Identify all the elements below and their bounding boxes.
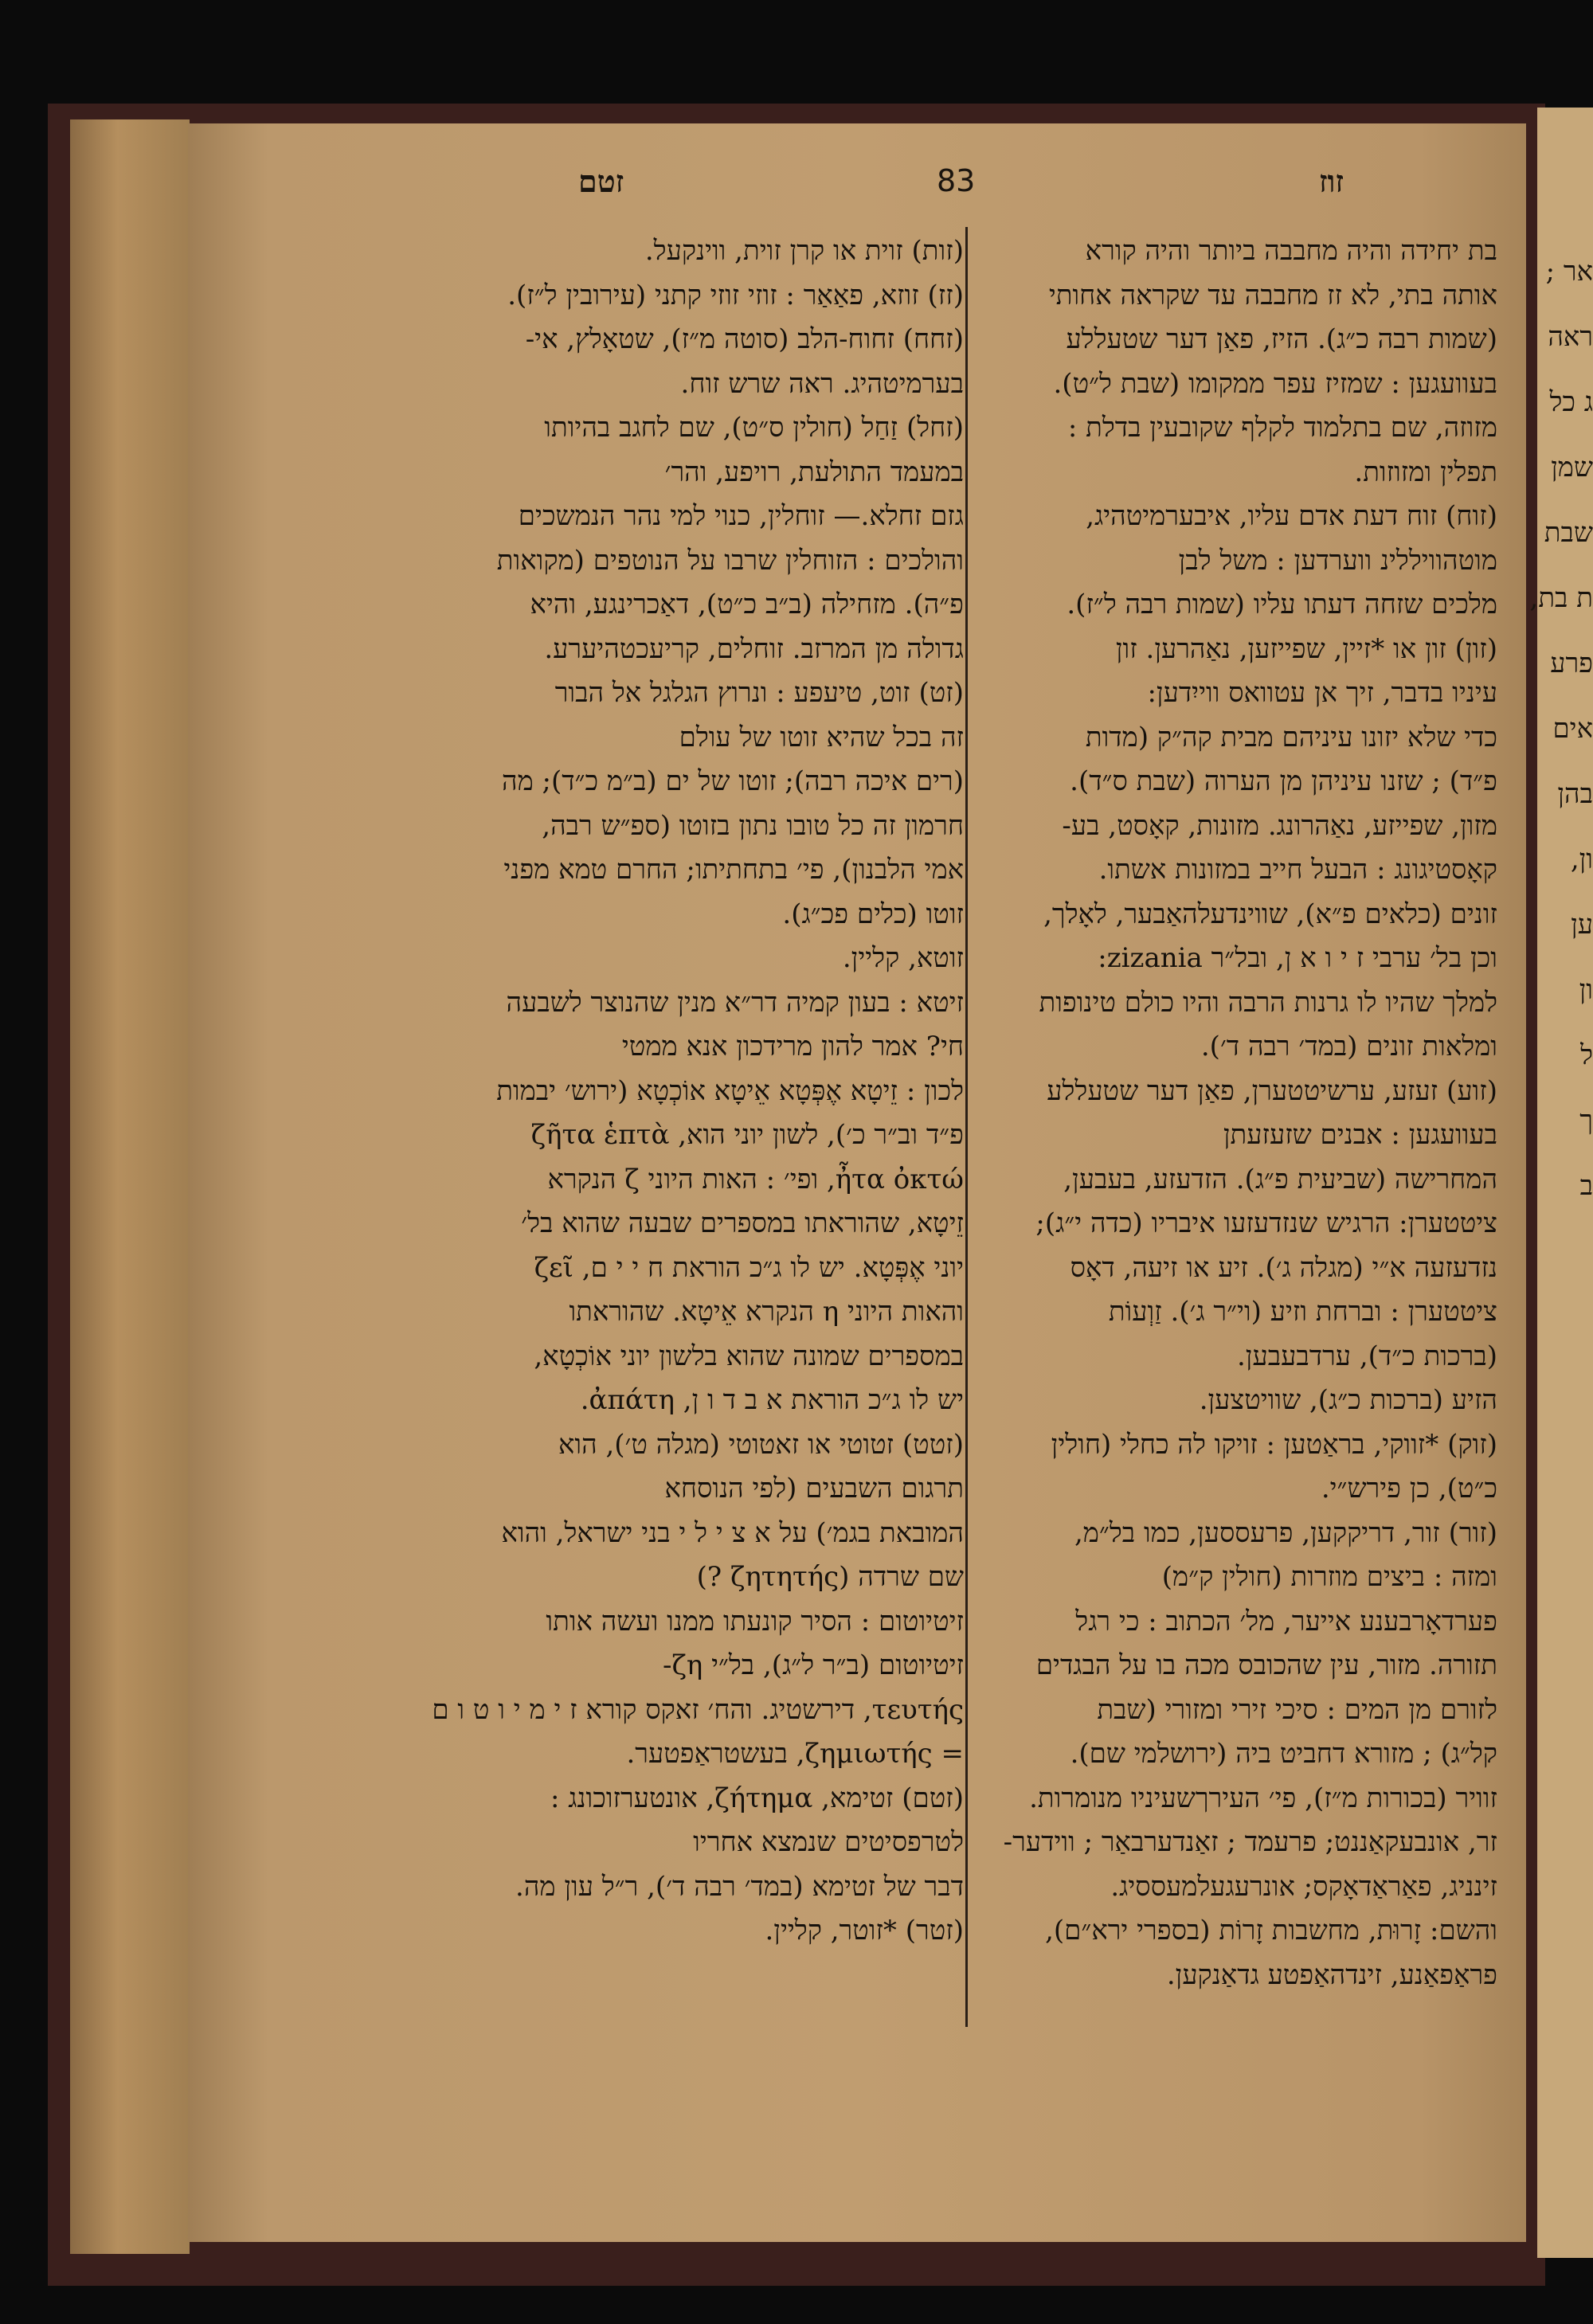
text-line: הזיע (ברכות כ״ג), שוויטצען.	[1199, 1384, 1497, 1416]
header-right-word: זוז	[1319, 163, 1344, 199]
text-line: (זטט) זטוטי או זאטוטי (מגלה ט׳), הוא	[558, 1428, 964, 1461]
text-line: לטרפסיטים שנמצא אחריו	[693, 1826, 964, 1858]
text-line: ומזה : ביצים מוזרות (חולין ק״מ)	[1161, 1561, 1497, 1593]
text-line: פ״ד) ; שזנו עיניהן מן הערוה (שבת ס״ד).	[1070, 765, 1497, 797]
adjacent-text-fragment: בהן	[1557, 778, 1593, 810]
text-line: זיטיוטום (ב״ר ל״ג), בל״י ζη-	[662, 1649, 964, 1681]
right-column	[972, 229, 1497, 1997]
text-line: תזורה. מזור, עין שהכובס מכה בו על הבגדים	[1035, 1649, 1497, 1681]
adjacent-text-fragment: ת בת,	[1529, 582, 1593, 614]
text-line: קאָסטיגונג : הבעל חייב במזונות אשתו.	[1098, 854, 1497, 886]
text-line: תרגום השבעים (לפי הנוסחא	[664, 1473, 964, 1504]
text-line: שם שרדה (ζητητής ?)	[696, 1561, 964, 1593]
text-line: אמי הלבנון), פי׳ בתחתיתו; החרם טמא מפני	[503, 854, 964, 886]
text-line: (זוח) זוח דעת אדם עליו, איבערמיטהיג,	[1086, 500, 1497, 532]
text-line: חרמון זה כל טובו נתון בזוטו (ספ״ש רבה,	[542, 809, 964, 842]
text-line: פ״ה). מזחילה (ב״ב כ״ט), דאַכרינגע, והיא	[530, 589, 964, 620]
page-number: 83	[937, 163, 976, 198]
text-line: זר, אונבעקאַננט; פרעמד ; זאַנדערבאַר ; ווידער-	[1003, 1826, 1497, 1858]
text-line: (ברכות כ״ד), ערדבעבען.	[1236, 1340, 1497, 1372]
text-line: (זטר) *זוטר, קליין.	[765, 1915, 964, 1946]
text-line: זונים (כלאים פ״א), שווינדעלהאַבער, לאָלך,	[1043, 898, 1497, 930]
left-column	[387, 229, 964, 1954]
text-line: זוטו (כלים פכ״ג).	[782, 898, 964, 930]
text-line: גזם זחלא.— זוחלין, כנוי למי נהר הנמשכים	[518, 500, 964, 532]
text-line: המובאת בגמ׳) על א צ י ל י בני ישראל, והוא	[501, 1516, 964, 1549]
text-line: (זור) זור, דריקקען, פרעססען, כמו בל״מ,	[1074, 1516, 1497, 1549]
text-line: זיטיוטום : הסיר קונעתו ממנו ועשה אותו	[546, 1605, 964, 1637]
text-line: (שמות רבה כ״ג). הזיז, פאַן דער שטעללע	[1066, 323, 1497, 355]
text-line: מלכים שזחה דעתו עליו (שמות רבה ל״ז).	[1067, 589, 1497, 620]
text-line: אותה בתי, לא זז מחבבה עד שקראה אחותי	[1048, 279, 1497, 311]
text-line: (זז) זוזא, פאַאַר : זוזי זוזי קתני (עירובין ל״ז).	[507, 279, 964, 311]
text-line: ומלאות זונים (במד׳ רבה ד׳).	[1200, 1031, 1497, 1062]
adjacent-text-fragment: פרע	[1550, 648, 1593, 679]
page-header	[188, 163, 1526, 211]
text-line: קל״ג) ; מזורא דחביט ביה (ירושלמי שם).	[1070, 1738, 1497, 1770]
text-line: (זות) זוית או קרן זוית, ווינקעל.	[644, 235, 964, 267]
text-line: לזורם מן המים : סיכי זירי ומזורי (שבת	[1097, 1693, 1497, 1726]
page-edges	[70, 119, 190, 2254]
adjacent-text-fragment: ג כל	[1549, 386, 1593, 418]
adjacent-text-fragment: ב	[1579, 1170, 1593, 1202]
text-line: = ζημιωτής, בעשטראַפטער.	[626, 1738, 964, 1770]
header-left-word: זטם	[578, 163, 624, 199]
text-line: והולכים : הזוחלין שרבו על הנוטפים (מקואות	[496, 544, 964, 577]
text-line: זיטא : בעון קמיה דר״א מנין שהנוצר לשבעה	[506, 986, 964, 1019]
text-line: חי? אמר להון מרידכון אנא ממטי	[621, 1031, 964, 1062]
text-line: יש לו ג״כ הוראת א ב ד ו ן, ἀπάτη.	[580, 1384, 964, 1416]
text-line: זינניג, פאַראַדאָקס; אונרעגעלמעססיג.	[1110, 1870, 1497, 1903]
text-line: מזון, שפייזע, נאַהרונג. מזונות, קאָסט, בע-	[1062, 809, 1497, 842]
text-line: בעוועגען : שמזיז עפר ממקומו (שבת ל״ט).	[1053, 367, 1497, 400]
text-line: (רים איכה רבה); זוטו של ים (ב״מ כ״ד); מה	[502, 765, 964, 797]
text-line: נזדעזעה א״י (מגלה ג׳). זיע או זיעה, דאָס	[1070, 1251, 1497, 1284]
text-line: כ״ט), כן פירש״י.	[1321, 1473, 1497, 1504]
text-line: והשם: זָרוּת, מחשבות זָרוֹת (בספרי ירא״ם),	[1045, 1915, 1497, 1946]
text-line: (זון) זון או *זיין, שפייזען, נאַהרען. זון	[1115, 632, 1497, 665]
adjacent-text-fragment: ון	[1579, 974, 1593, 1006]
text-line: (זטם) זטימא, ζήτημα, אונטערזוכונג :	[550, 1782, 964, 1814]
text-line: זֵיטָא, שהוראתו במספרים שבעה שהוא בל׳	[521, 1207, 964, 1239]
text-line: ἦτα ὀκτώ, ופי׳ : האות היוני ζ הנקרא	[547, 1163, 964, 1195]
text-line: יוני אֶפְּטָא. יש לו ג״כ הוראת ח י י ם, ζεῖ	[534, 1251, 964, 1284]
adjacent-text-fragment: שמן	[1551, 452, 1593, 483]
text-line: (זוע) זעזע, ערשיטטערן, פאַן דער שטעללע	[1047, 1074, 1497, 1107]
text-line: המחרישה (שביעית פ״ג). הזדעזע, בעבען,	[1063, 1163, 1497, 1195]
text-line: (זט) זוט, טיעפע : ונרוץ הגלגל אל הבור	[554, 677, 964, 709]
adjacent-page-text	[1529, 239, 1593, 1219]
column-divider	[965, 227, 968, 2027]
adjacent-text-fragment: אים	[1552, 713, 1593, 745]
adjacent-text-fragment: אר ;	[1545, 256, 1593, 288]
text-line: ציטטערן: הרגיש שנזדעזעו איבריו (כדה י״ג);	[1035, 1207, 1497, 1239]
text-line: פערדאָרבענע אייער, מל׳ הכתוב : כי רגל	[1075, 1605, 1497, 1637]
text-line: בת יחידה והיה מחבבה ביותר והיה קורא	[1085, 235, 1497, 267]
text-line: וכן בל׳ ערבי ז י ו א ן, ובל״ר zizania:	[1098, 942, 1497, 974]
adjacent-text-fragment: ל	[1580, 1039, 1593, 1071]
adjacent-text-fragment: שבת	[1544, 517, 1593, 549]
adjacent-text-fragment: ך	[1579, 1105, 1593, 1137]
text-line: גדולה מן המרזב. זוחלים, קריעכטהיערע.	[544, 632, 964, 665]
text-line: למלך שהיו לו גרנות הרבה והיו כולם טינופות	[1039, 986, 1497, 1019]
text-line: כדי שלא יזונו עיניהם מבית קה״ק (מדות	[1085, 721, 1497, 753]
text-line: עיניו בדבר, זיך אן עטוואס ווייִדען:	[1147, 677, 1497, 709]
text-line: τευτής, דירשטיג. והח׳ זאקס קורא ז י מ י ו ט ו ם	[432, 1693, 964, 1726]
text-line: (זוק) *זווקי, בראַטען : זויקו לה כחלי (חולין	[1051, 1428, 1497, 1461]
text-line: תפלין ומזוזות.	[1354, 456, 1497, 488]
text-line: זוויר (בכורות מ״ז), פי׳ העירךשעיניו מנומרות.	[1029, 1782, 1497, 1814]
text-line: פראַפאַנע, זינדהאַפטע גדאַנקען.	[1166, 1958, 1497, 1991]
text-line: ציטטערן : וברחת וזיע (וי״ר ג׳). זַוְעוֹת	[1108, 1296, 1497, 1328]
text-line: מוטהוויללינ ווערדען : משל לבן	[1178, 544, 1497, 577]
text-line: במעמד התולעת, רויפע, והר׳	[664, 456, 964, 488]
text-line: (זחל) זַחַל (חולין ס״ט), שם לחגב בהיותו	[544, 412, 964, 444]
text-line: דבר של זטימא (במד׳ רבה ד׳), ר״ל עון מה.	[515, 1870, 964, 1903]
text-line: בערמיטהיג. ראה שרש זוח.	[680, 367, 964, 400]
text-line: במספרים שמונה שהוא בלשון יוני אוֹכְטָא,	[534, 1340, 964, 1372]
text-line: והאות היוני η הנקרא אֵיטָא. שהוראתו	[569, 1296, 964, 1328]
adjacent-text-fragment: ראה	[1548, 321, 1593, 353]
text-line: (זחח) זחוח-הלב (סוטה מ״ז), שטאָלץ, אי-	[525, 323, 964, 355]
text-line: פ״ד וב״ר כ׳), לשון יוני הוא, ζῆτα ἑπτὰ	[530, 1119, 964, 1151]
text-line: זה בכל שהיא זוטו של עולם	[679, 721, 964, 753]
text-line: זוטא, קליין.	[842, 942, 964, 974]
adjacent-text-fragment: ען	[1571, 909, 1593, 941]
adjacent-text-fragment: ון,	[1570, 843, 1593, 875]
text-line: מזוזה, שם בתלמוד לקלף שקובעין בדלת :	[1067, 412, 1497, 444]
text-line: בעוועגען : אבנים שזעזעתן	[1223, 1119, 1497, 1151]
text-line: לכון : זֵיטָא אֶפְּטָא אֵיטָא אוֹכְטָא (ירוש׳ יבמות	[496, 1074, 964, 1107]
